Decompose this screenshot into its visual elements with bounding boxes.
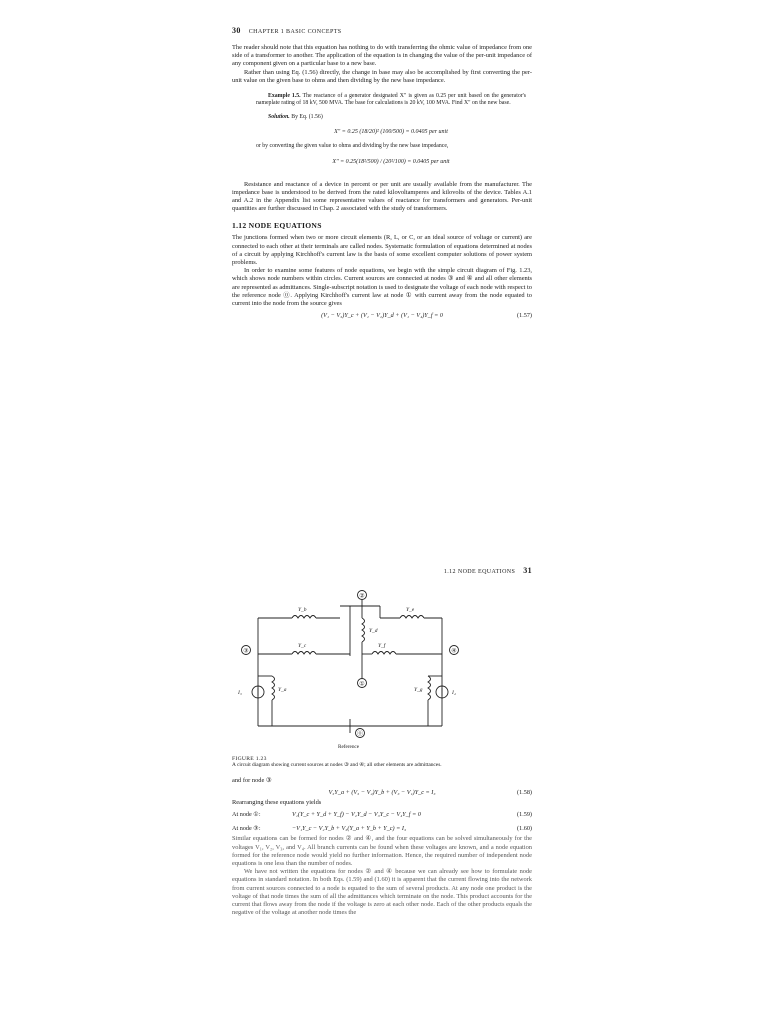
paragraph: Resistance and reactance of a device in percent or per unit are usually available from the manufacturer. The impedance base is understood to be derived from the rated kilovoltamperes and kilovolts of the device. Tables A.1 and A.2 in the Appendix list some representative values of reactance for transformers and generators. Per-unit quantities are further discussed in Chap. 2 associated with the study of transformers. bbox=[232, 180, 532, 213]
inductor-yf bbox=[372, 652, 396, 655]
label-yd: Y_d bbox=[369, 628, 378, 634]
figure-label: FIGURE 1.23 bbox=[232, 756, 267, 762]
paragraph: In order to examine some features of node equations, we begin with the simple circuit diagram of Fig. 1.23, which shows node numbers within circles. Current sources are connected at nodes ③ and ④ and all other elements are represented as admittances. Single-subscript notation is used to designate the voltage of each node with respect to the reference node ⓪. Applying Kirchhoff's current law at node ① with current away from the node equated to current into the node from the source gives bbox=[232, 267, 532, 308]
paragraph: We have not written the equations for nodes ② and ④ because we can already see how to formulate node equations in standard notation. In both Eqs. (1.59) and (1.60) it is apparent that the current flowing into the network from current sources connected to a node is equated to the sum of several products. At any node one product is the voltage of that node times the sum of all the admittances which terminate on the node. This product accounts for the current that flows away from the node if the voltage is zero at each other node. Each of the other products equals the negative of the voltage at another node times the bbox=[232, 868, 532, 917]
example-block bbox=[256, 93, 526, 173]
equation-1-59: At node ①: V₁(Y_c + Y_d + Y_f) − V₂Y_d − V₃Y_c − V₄Y_f = 0 (1.59) bbox=[232, 810, 532, 818]
running-head-right bbox=[232, 566, 532, 576]
equation-1-57: (V₁ − V₃)Y_c + (V₁ − V₂)Y_d + (V₁ − V₄)Y_f = 0 (1.57) bbox=[321, 311, 532, 319]
inductor-ye bbox=[400, 616, 424, 619]
running-head-text: CHAPTER 1 BASIC CONCEPTS bbox=[248, 29, 342, 35]
example-text: The reactance of a generator designated X″ is given as 0.25 per unit based on the generator's nameplate rating of 18 kV, 500 MVA. The base for calculations is 20 kV, 100 MVA. Find X″ on the new base. bbox=[256, 93, 526, 107]
equation-number: (1.59) bbox=[517, 810, 532, 818]
running-head-left bbox=[232, 26, 532, 36]
solution-label: Solution. bbox=[268, 113, 290, 120]
label-yc: Y_c bbox=[298, 643, 307, 649]
label-yg: Y_g bbox=[414, 687, 423, 693]
example-title: Example 1.5. bbox=[268, 93, 301, 100]
inductor-yd bbox=[362, 618, 365, 642]
circuit-figure bbox=[232, 576, 532, 756]
label-reference: Reference bbox=[338, 744, 360, 750]
node-1-label: ① bbox=[359, 681, 365, 688]
label-i4: I₄ bbox=[452, 690, 456, 696]
page-number: 30 bbox=[232, 26, 241, 35]
equation-number: (1.58) bbox=[517, 788, 532, 796]
circuit-diagram bbox=[232, 576, 532, 756]
figure-caption: A circuit diagram showing current sources at nodes ③ and ④; all other elements are admittances. bbox=[232, 762, 442, 768]
equation-a: X″ = 0.25 (18/20)² (100/500) = 0.0405 per unit bbox=[334, 129, 448, 136]
label-yb: Y_b bbox=[298, 607, 307, 613]
equation-number: (1.57) bbox=[517, 311, 532, 319]
equation-1-60: At node ③: −V₁Y_c − V₂Y_b + V₃(Y_a + Y_b + Y_c) = I₃ (1.60) bbox=[232, 824, 532, 832]
inductor-ya bbox=[272, 676, 275, 700]
equation-1-58: V₃Y_a + (V₃ − V₂)Y_b + (V₃ − V₁)Y_c = I₃ (1.58) bbox=[328, 788, 532, 796]
page-31 bbox=[232, 566, 532, 917]
page-number: 31 bbox=[523, 566, 532, 575]
node-0-label: ⓪ bbox=[356, 731, 364, 738]
label-i3: I₃ bbox=[238, 690, 242, 696]
node-2-label: ② bbox=[359, 593, 365, 600]
node-4-label: ④ bbox=[451, 648, 457, 655]
page-30 bbox=[232, 26, 532, 322]
inductor-yb bbox=[292, 616, 316, 619]
label-ya: Y_a bbox=[278, 687, 287, 693]
equation-b: X″ = 0.25(18²/500) / (20²/100) = 0.0405 per unit bbox=[332, 158, 450, 165]
running-head-text: 1.12 NODE EQUATIONS bbox=[443, 569, 516, 575]
paragraph: and for node ③ bbox=[232, 777, 272, 784]
node-3-label: ③ bbox=[243, 648, 249, 655]
equation-number: (1.60) bbox=[517, 824, 532, 832]
label-ye: Y_e bbox=[406, 607, 415, 613]
paragraph: The junctions formed when two or more circuit elements (R, L, or C, or an ideal source of voltage or current) are connected to each other at their terminals are called nodes. Systematic formulation of equations determined at nodes of a circuit by applying Kirchhoff's current law is the basis of some excellent computer solutions of power system problems. bbox=[232, 234, 532, 267]
inductor-yg bbox=[428, 676, 431, 700]
solution-text: By Eq. (1.56) bbox=[291, 113, 323, 120]
label-yf: Y_f bbox=[378, 643, 386, 649]
section-heading: 1.12 NODE EQUATIONS bbox=[232, 221, 322, 231]
paragraph: Rather than using Eq. (1.56) directly, the change in base may also be accomplished by first converting the per-unit value on the given base to ohms and then dividing by the new base impedance. bbox=[232, 68, 532, 84]
inductor-yc bbox=[292, 652, 316, 655]
equation-connector: or by converting the given value to ohms and dividing by the new base impedance, bbox=[256, 143, 449, 150]
paragraph: The reader should note that this equation has nothing to do with transferring the ohmic value of impedance from one side of a transformer to another. The application of the equation is in changing the value of the per-unit impedance of any component given on a particular base to a new base. bbox=[232, 44, 532, 68]
paragraph: Similar equations can be formed for nodes ② and ④, and the four equations can be solved simultaneously for the voltages V₁, V₂, V₃, and V₄. All branch currents can be found when these voltages are known, and a node equation formed for the reference node would yield no further information. Hence, the required number of independent node equations is one less than the number of nodes. bbox=[232, 835, 532, 868]
paragraph: Rearranging these equations yields bbox=[232, 799, 322, 807]
